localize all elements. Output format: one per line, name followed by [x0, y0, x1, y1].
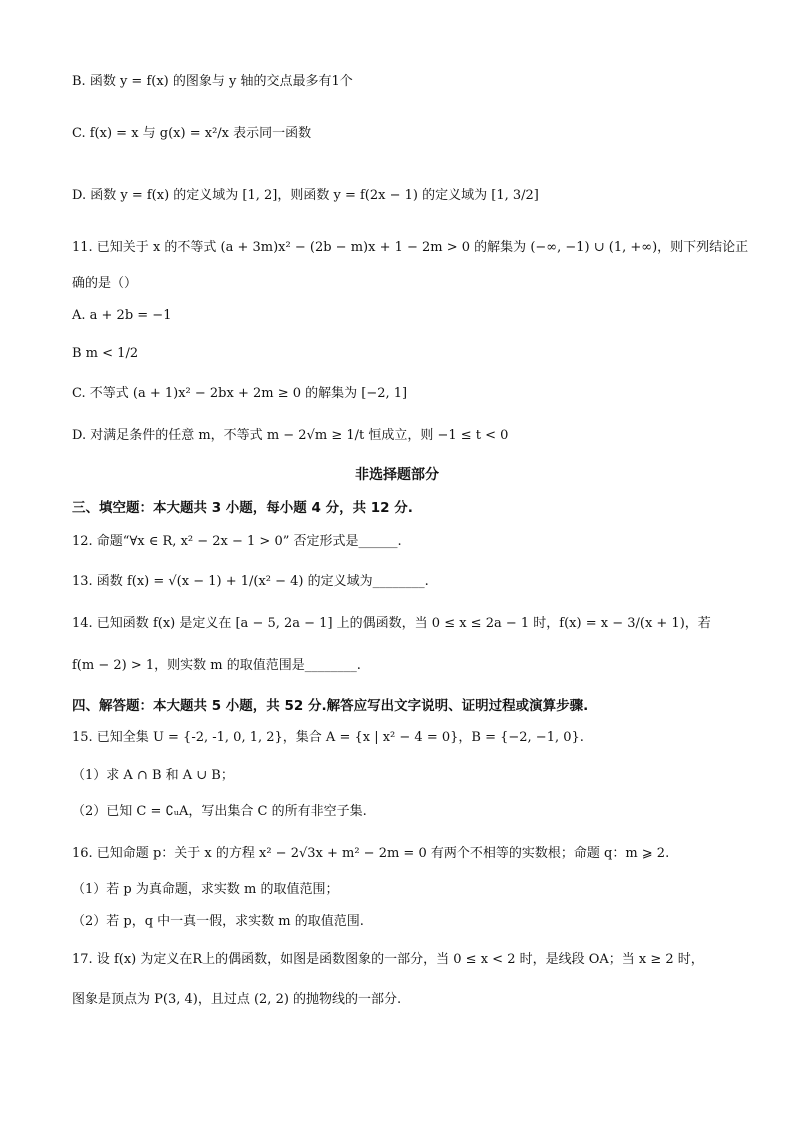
q11-stem-line-2: 确的是（）: [72, 276, 138, 291]
question-17-line-2: 图象是顶点为 P(3, 4)，且过点 (2, 2) 的抛物线的一部分.: [72, 992, 402, 1007]
q11-option-a: A. a + 2b = −1: [72, 308, 172, 323]
section-3-heading: 三、填空题：本大题共 3 小题，每小题 4 分，共 12 分.: [72, 500, 413, 516]
question-17-line-1: 17. 设 f(x) 为定义在R上的偶函数，如图是函数图象的一部分，当 0 ≤ x < 2 时，是线段 OA；当 x ≥ 2 时，: [72, 952, 704, 967]
question-16: 16. 已知命题 p：关于 x 的方程 x² − 2√3x + m² − 2m = 0 有两个不相等的实数根；命题 q：m ⩾ 2.: [72, 846, 670, 861]
question-16-part-2: （2）若 p，q 中一真一假，求实数 m 的取值范围.: [72, 914, 364, 929]
section-4-heading: 四、解答题：本大题共 5 小题，共 52 分.解答应写出文字说明、证明过程或演算步骤.: [72, 698, 589, 714]
q10-option-b: B. 函数 y = f(x) 的图象与 y 轴的交点最多有1个: [72, 74, 353, 89]
q11-stem-line-1: 11. 已知关于 x 的不等式 (a + 3m)x² − (2b − m)x + 1 − 2m > 0 的解集为 (−∞, −1) ∪ (1, +∞)，则下列结论正: [72, 240, 749, 255]
question-14-line-1: 14. 已知函数 f(x) 是定义在 [a − 5, 2a − 1] 上的偶函数，当 0 ≤ x ≤ 2a − 1 时，f(x) = x − 3/(x + 1)，若: [72, 616, 711, 631]
question-13: 13. 函数 f(x) = √(x − 1) + 1/(x² − 4) 的定义域为________.: [72, 574, 429, 589]
question-15-part-2: （2）已知 C = ∁ᵤA，写出集合 C 的所有非空子集.: [72, 804, 367, 819]
q11-option-b: B m < 1/2: [72, 346, 139, 361]
question-14-line-2: f(m − 2) > 1，则实数 m 的取值范围是________.: [72, 658, 361, 673]
section-nonchoice-title: 非选择题部分: [355, 467, 439, 483]
question-15: 15. 已知全集 U = {-2, -1, 0, 1, 2}，集合 A = {x | x² − 4 = 0}，B = {−2, −1, 0}.: [72, 730, 584, 745]
q11-option-c: C. 不等式 (a + 1)x² − 2bx + 2m ≥ 0 的解集为 [−2, 1]: [72, 386, 408, 401]
question-12: 12. 命题“∀x ∈ R, x² − 2x − 1 > 0” 否定形式是______.: [72, 534, 402, 549]
question-15-part-1: （1）求 A ∩ B 和 A ∪ B；: [72, 768, 234, 783]
q11-option-d: D. 对满足条件的任意 m，不等式 m − 2√m ≥ 1/t 恒成立，则 −1 ≤ t < 0: [72, 428, 509, 443]
question-16-part-1: （1）若 p 为真命题，求实数 m 的取值范围；: [72, 882, 339, 897]
q10-option-d: D. 函数 y = f(x) 的定义域为 [1, 2]，则函数 y = f(2x − 1) 的定义域为 [1, 3/2]: [72, 188, 539, 203]
q10-option-c: C. f(x) = x 与 g(x) = x²/x 表示同一函数: [72, 126, 312, 141]
